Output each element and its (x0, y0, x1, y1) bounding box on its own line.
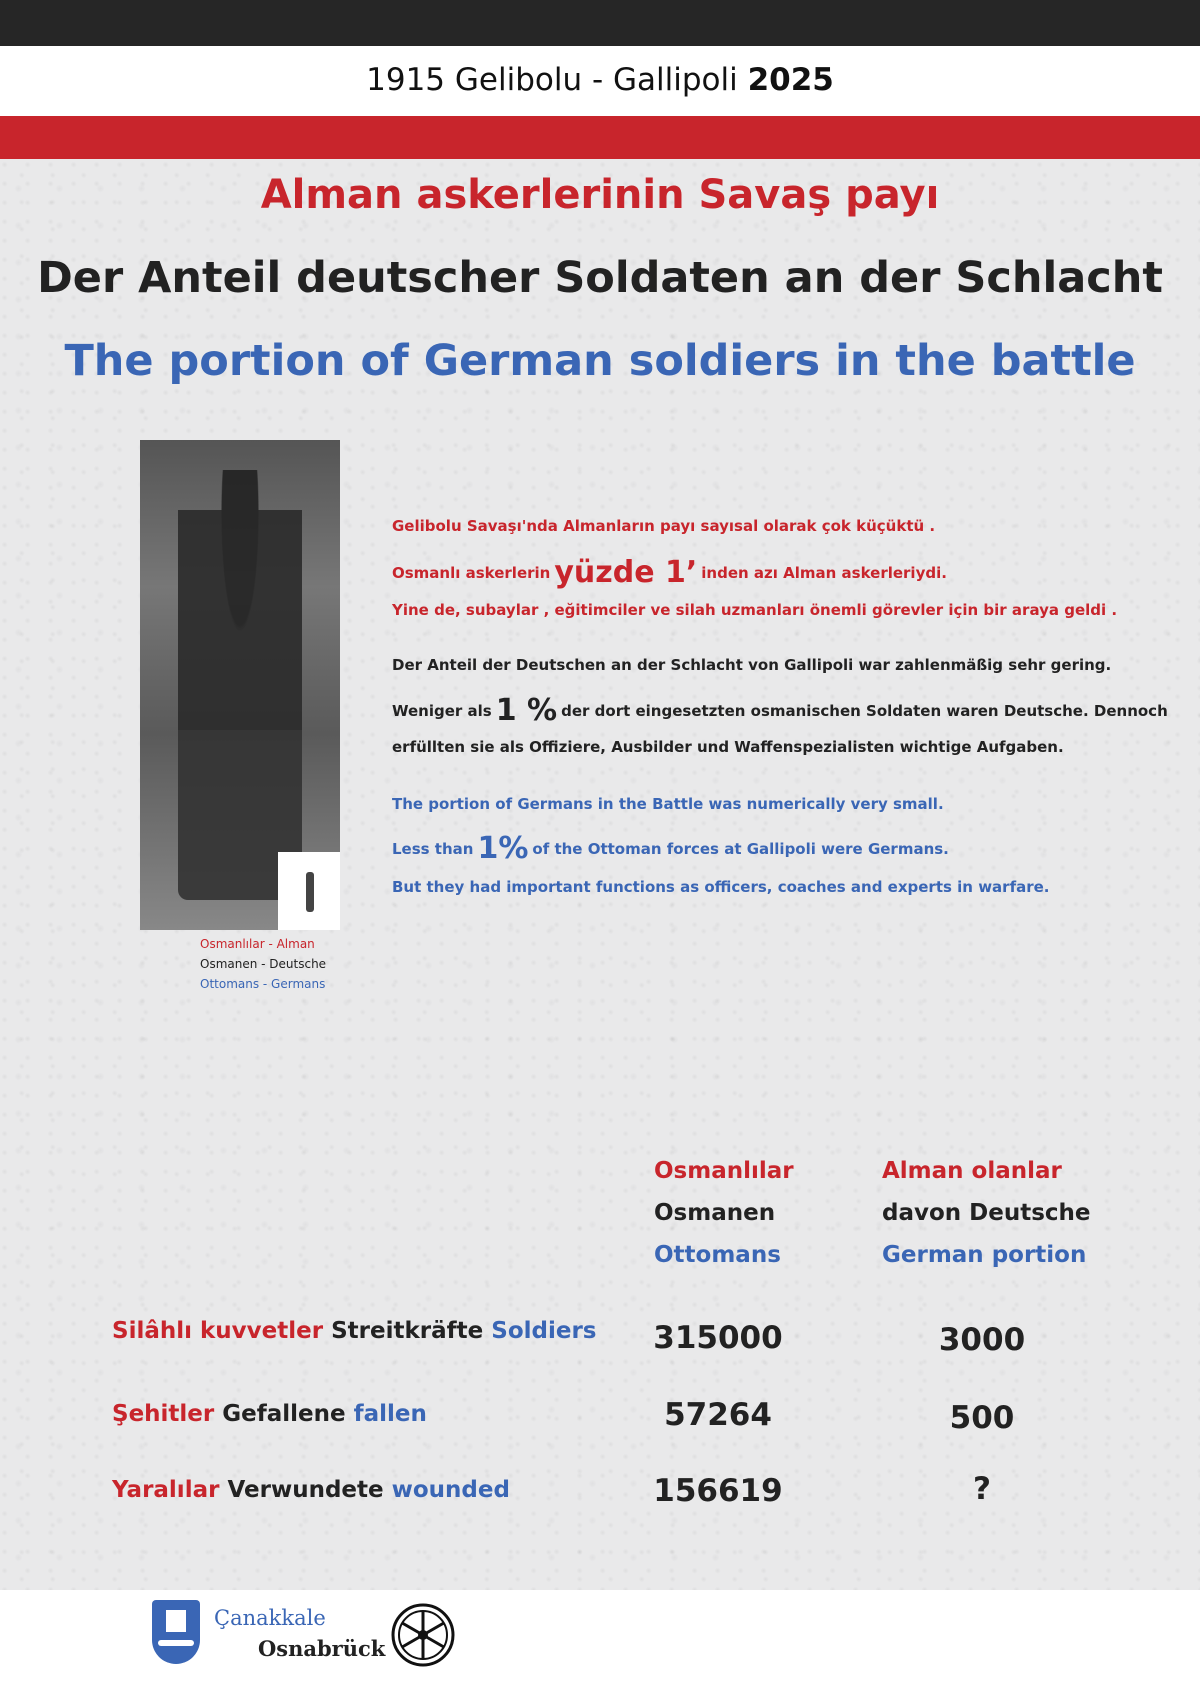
para-turkish-line2 (392, 555, 947, 590)
para-english-line3: But they had important functions as officers, coaches and experts in warfare. (392, 878, 1050, 896)
row-soldiers-turkish: Silâhlı kuvvetler (112, 1318, 324, 1344)
title-turkish: Alman askerlerinin Savaş payı (260, 172, 940, 218)
para-english-line2 (392, 831, 949, 866)
ottomans-soldiers-value: 315000 (653, 1320, 783, 1356)
photo-caption-english: Ottomans - Germans (200, 977, 326, 991)
para-german-line2-pre: Weniger als (392, 702, 492, 720)
table-row-label (112, 1477, 510, 1503)
inset-photo (278, 852, 340, 930)
soldier-figure (178, 470, 302, 900)
para-turkish-line1: Gelibolu Savaşı'nda Almanların payı sayısal olarak çok küçüktü . (392, 517, 936, 535)
osnabrueck-wheel-icon (390, 1602, 456, 1668)
col-germans-turkish: Alman olanlar (882, 1158, 1062, 1184)
para-german-line2-post: der dort eingesetzten osmanischen Soldaten waren Deutsche. Dennoch (561, 702, 1168, 720)
para-english-line1: The portion of Germans in the Battle was numerically very small. (392, 795, 944, 813)
title-german: Der Anteil deutscher Soldaten an der Schlacht (37, 253, 1163, 303)
para-german-line3: erfüllten sie als Offiziere, Ausbilder und Waffenspezialisten wichtige Aufgaben. (392, 738, 1064, 756)
wave-icon (158, 1640, 194, 1646)
col-germans-german: davon Deutsche (882, 1200, 1091, 1226)
title-english: The portion of German soldiers in the battle (64, 336, 1136, 386)
red-divider-bar (0, 116, 1200, 159)
row-soldiers-english: Soldiers (491, 1318, 597, 1344)
photo-caption-german: Osmanen - Deutsche (200, 957, 327, 971)
para-turkish-highlight: yüzde 1’ (554, 555, 698, 590)
row-soldiers-german: Streitkräfte (331, 1318, 484, 1344)
page-headline (0, 62, 1200, 98)
para-english-line2-post: of the Ottoman forces at Gallipoli were Germans. (532, 840, 949, 858)
para-turkish-line2-pre: Osmanlı askerlerin (392, 564, 551, 582)
table-row-label (112, 1318, 596, 1344)
logo-osnabrueck-text: Osnabrück (258, 1636, 386, 1661)
germans-soldiers-value: 3000 (938, 1322, 1026, 1358)
para-english-line2-pre: Less than (392, 840, 474, 858)
inset-figure (306, 872, 314, 912)
row-fallen-german: Gefallene (222, 1401, 346, 1427)
photo-caption-turkish: Osmanlılar - Alman (200, 937, 315, 951)
row-wounded-english: wounded (391, 1477, 510, 1503)
row-wounded-german: Verwundete (227, 1477, 384, 1503)
tower-icon (166, 1610, 186, 1632)
col-ottomans-turkish: Osmanlılar (654, 1158, 794, 1184)
headline-year-2025: 2025 (747, 62, 834, 98)
row-fallen-english: fallen (353, 1401, 427, 1427)
top-dark-bar (0, 0, 1200, 46)
headline-years-places: 1915 Gelibolu - Gallipoli (366, 62, 738, 98)
col-ottomans-english: Ottomans (654, 1242, 781, 1268)
ottomans-wounded-value: 156619 (653, 1473, 783, 1509)
row-wounded-turkish: Yaralılar (112, 1477, 220, 1503)
para-turkish-line3: Yine de, subaylar , eğitimciler ve silah uzmanları önemli görevler için bir araya geldi . (392, 601, 1118, 619)
para-english-highlight: 1% (477, 831, 529, 866)
col-ottomans-german: Osmanen (654, 1200, 776, 1226)
soldier-photo (140, 440, 340, 930)
row-fallen-turkish: Şehitler (112, 1401, 215, 1427)
para-german-highlight: 1 % (495, 693, 558, 728)
col-germans-english: German portion (882, 1242, 1087, 1268)
table-row-label (112, 1401, 427, 1427)
germans-wounded-value: ? (973, 1471, 991, 1507)
ottomans-fallen-value: 57264 (664, 1397, 772, 1433)
germans-fallen-value: 500 (949, 1400, 1015, 1436)
logo-canakkale-text: Çanakkale (214, 1606, 326, 1630)
para-german-line1: Der Anteil der Deutschen an der Schlacht von Gallipoli war zahlenmäßig sehr gering. (392, 656, 1112, 674)
para-turkish-line2-post: inden azı Alman askerleriydi. (701, 564, 947, 582)
canakkale-shield-icon (152, 1600, 200, 1664)
para-german-line2 (392, 693, 1168, 728)
